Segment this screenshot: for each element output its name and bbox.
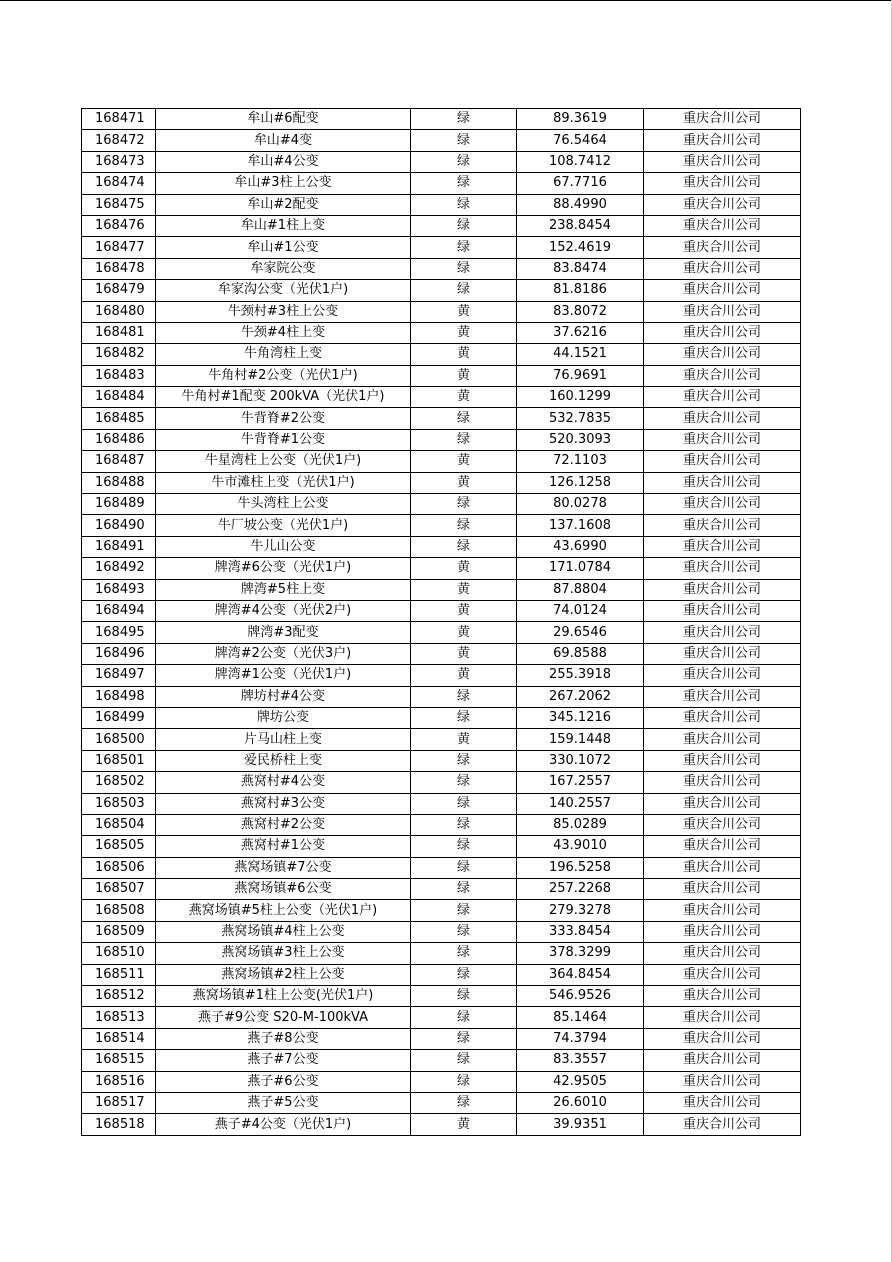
table-row <box>82 558 801 579</box>
row-id-cell: 168472 <box>82 130 156 151</box>
transformer-name-cell: 牛颈#4柱上变 <box>156 322 411 343</box>
row-id-cell: 168498 <box>82 686 156 707</box>
row-id-cell: 168490 <box>82 515 156 536</box>
company-cell: 重庆合川公司 <box>644 900 801 921</box>
row-id-cell: 168518 <box>82 1114 156 1135</box>
transformer-name-cell: 牛角村#2公变（光伏1户) <box>156 365 411 386</box>
row-id-cell: 168509 <box>82 921 156 942</box>
transformer-name-cell: 牛颈村#3柱上公变 <box>156 301 411 322</box>
table-row <box>82 451 801 472</box>
row-id-cell: 168475 <box>82 194 156 215</box>
transformer-name-cell: 爱民桥柱上变 <box>156 750 411 771</box>
status-color-cell: 绿 <box>411 258 517 279</box>
status-color-cell: 黄 <box>411 301 517 322</box>
transformer-name-cell: 牟山#1柱上变 <box>156 215 411 236</box>
table-row <box>82 387 801 408</box>
status-color-cell: 黄 <box>411 558 517 579</box>
row-id-cell: 168485 <box>82 408 156 429</box>
value-cell: 29.6546 <box>517 622 644 643</box>
row-id-cell: 168508 <box>82 900 156 921</box>
company-cell: 重庆合川公司 <box>644 429 801 450</box>
row-id-cell: 168488 <box>82 472 156 493</box>
status-color-cell: 黄 <box>411 665 517 686</box>
value-cell: 532.7835 <box>517 408 644 429</box>
company-cell: 重庆合川公司 <box>644 494 801 515</box>
status-color-cell: 绿 <box>411 109 517 130</box>
row-id-cell: 168504 <box>82 814 156 835</box>
company-cell: 重庆合川公司 <box>644 729 801 750</box>
company-cell: 重庆合川公司 <box>644 365 801 386</box>
value-cell: 126.1258 <box>517 472 644 493</box>
company-cell: 重庆合川公司 <box>644 857 801 878</box>
row-id-cell: 168511 <box>82 964 156 985</box>
value-cell: 88.4990 <box>517 194 644 215</box>
row-id-cell: 168515 <box>82 1050 156 1071</box>
table-row <box>82 194 801 215</box>
company-cell: 重庆合川公司 <box>644 665 801 686</box>
value-cell: 364.8454 <box>517 964 644 985</box>
transformer-name-cell: 燕窝场镇#5柱上公变（光伏1户) <box>156 900 411 921</box>
status-color-cell: 绿 <box>411 237 517 258</box>
value-cell: 26.6010 <box>517 1092 644 1113</box>
company-cell: 重庆合川公司 <box>644 921 801 942</box>
company-cell: 重庆合川公司 <box>644 109 801 130</box>
row-id-cell: 168479 <box>82 280 156 301</box>
table-row <box>82 1028 801 1049</box>
transformer-name-cell: 燕窝场镇#1柱上公变(光伏1户) <box>156 986 411 1007</box>
company-cell: 重庆合川公司 <box>644 194 801 215</box>
value-cell: 546.9526 <box>517 986 644 1007</box>
table-row <box>82 921 801 942</box>
value-cell: 108.7412 <box>517 151 644 172</box>
status-color-cell: 黄 <box>411 387 517 408</box>
transformer-name-cell: 牌坊公变 <box>156 707 411 728</box>
transformer-name-cell: 燕窝村#3公变 <box>156 793 411 814</box>
status-color-cell: 黄 <box>411 643 517 664</box>
transformer-name-cell: 燕窝村#1公变 <box>156 836 411 857</box>
company-cell: 重庆合川公司 <box>644 322 801 343</box>
page-top-border <box>0 0 892 1</box>
value-cell: 44.1521 <box>517 344 644 365</box>
company-cell: 重庆合川公司 <box>644 579 801 600</box>
row-id-cell: 168499 <box>82 707 156 728</box>
status-color-cell: 绿 <box>411 1071 517 1092</box>
row-id-cell: 168493 <box>82 579 156 600</box>
transformer-name-cell: 燕子#5公变 <box>156 1092 411 1113</box>
status-color-cell: 绿 <box>411 814 517 835</box>
value-cell: 76.9691 <box>517 365 644 386</box>
status-color-cell: 绿 <box>411 900 517 921</box>
table-row <box>82 900 801 921</box>
transformer-name-cell: 牛厂坡公变（光伏1户) <box>156 515 411 536</box>
transformer-name-cell: 牟山#4变 <box>156 130 411 151</box>
company-cell: 重庆合川公司 <box>644 943 801 964</box>
table-row <box>82 943 801 964</box>
transformer-name-cell: 燕窝场镇#3柱上公变 <box>156 943 411 964</box>
company-cell: 重庆合川公司 <box>644 344 801 365</box>
company-cell: 重庆合川公司 <box>644 237 801 258</box>
transformer-name-cell: 牟山#2配变 <box>156 194 411 215</box>
status-color-cell: 绿 <box>411 1028 517 1049</box>
status-color-cell: 黄 <box>411 1114 517 1135</box>
value-cell: 378.3299 <box>517 943 644 964</box>
transformer-name-cell: 牛角湾柱上变 <box>156 344 411 365</box>
status-color-cell: 绿 <box>411 793 517 814</box>
company-cell: 重庆合川公司 <box>644 836 801 857</box>
table-row <box>82 515 801 536</box>
table-row <box>82 173 801 194</box>
transformer-name-cell: 牌湾#4公变（光伏2户) <box>156 600 411 621</box>
company-cell: 重庆合川公司 <box>644 451 801 472</box>
status-color-cell: 绿 <box>411 130 517 151</box>
value-cell: 39.9351 <box>517 1114 644 1135</box>
row-id-cell: 168471 <box>82 109 156 130</box>
status-color-cell: 绿 <box>411 750 517 771</box>
status-color-cell: 绿 <box>411 151 517 172</box>
row-id-cell: 168487 <box>82 451 156 472</box>
status-color-cell: 黄 <box>411 344 517 365</box>
status-color-cell: 绿 <box>411 173 517 194</box>
row-id-cell: 168501 <box>82 750 156 771</box>
row-id-cell: 168477 <box>82 237 156 258</box>
table-row <box>82 344 801 365</box>
row-id-cell: 168512 <box>82 986 156 1007</box>
company-cell: 重庆合川公司 <box>644 986 801 1007</box>
table-row <box>82 215 801 236</box>
status-color-cell: 黄 <box>411 622 517 643</box>
row-id-cell: 168497 <box>82 665 156 686</box>
company-cell: 重庆合川公司 <box>644 173 801 194</box>
value-cell: 160.1299 <box>517 387 644 408</box>
transformer-name-cell: 燕子#9公变 S20-M-100kVA <box>156 1007 411 1028</box>
transformer-name-cell: 牌坊村#4公变 <box>156 686 411 707</box>
value-cell: 196.5258 <box>517 857 644 878</box>
row-id-cell: 168513 <box>82 1007 156 1028</box>
table-row <box>82 964 801 985</box>
value-cell: 345.1216 <box>517 707 644 728</box>
row-id-cell: 168495 <box>82 622 156 643</box>
value-cell: 37.6216 <box>517 322 644 343</box>
company-cell: 重庆合川公司 <box>644 772 801 793</box>
company-cell: 重庆合川公司 <box>644 1114 801 1135</box>
value-cell: 83.8072 <box>517 301 644 322</box>
value-cell: 69.8588 <box>517 643 644 664</box>
company-cell: 重庆合川公司 <box>644 301 801 322</box>
table-body <box>82 109 801 1136</box>
status-color-cell: 黄 <box>411 451 517 472</box>
status-color-cell: 黄 <box>411 579 517 600</box>
table-row <box>82 429 801 450</box>
value-cell: 171.0784 <box>517 558 644 579</box>
table-row <box>82 536 801 557</box>
status-color-cell: 绿 <box>411 857 517 878</box>
company-cell: 重庆合川公司 <box>644 1028 801 1049</box>
company-cell: 重庆合川公司 <box>644 686 801 707</box>
status-color-cell: 绿 <box>411 879 517 900</box>
transformer-name-cell: 牛儿山公变 <box>156 536 411 557</box>
company-cell: 重庆合川公司 <box>644 814 801 835</box>
company-cell: 重庆合川公司 <box>644 515 801 536</box>
table-row <box>82 793 801 814</box>
value-cell: 330.1072 <box>517 750 644 771</box>
status-color-cell: 绿 <box>411 429 517 450</box>
table-row <box>82 707 801 728</box>
value-cell: 140.2557 <box>517 793 644 814</box>
value-cell: 43.9010 <box>517 836 644 857</box>
row-id-cell: 168489 <box>82 494 156 515</box>
value-cell: 74.0124 <box>517 600 644 621</box>
status-color-cell: 绿 <box>411 921 517 942</box>
status-color-cell: 绿 <box>411 494 517 515</box>
status-color-cell: 绿 <box>411 280 517 301</box>
transformer-name-cell: 燕子#6公变 <box>156 1071 411 1092</box>
row-id-cell: 168478 <box>82 258 156 279</box>
value-cell: 83.8474 <box>517 258 644 279</box>
transformer-name-cell: 牟山#1公变 <box>156 237 411 258</box>
table-row <box>82 408 801 429</box>
value-cell: 80.0278 <box>517 494 644 515</box>
row-id-cell: 168474 <box>82 173 156 194</box>
value-cell: 67.7716 <box>517 173 644 194</box>
company-cell: 重庆合川公司 <box>644 1007 801 1028</box>
status-color-cell: 黄 <box>411 322 517 343</box>
table-row <box>82 622 801 643</box>
status-color-cell: 黄 <box>411 600 517 621</box>
company-cell: 重庆合川公司 <box>644 536 801 557</box>
transformer-name-cell: 燕窝村#2公变 <box>156 814 411 835</box>
value-cell: 76.5464 <box>517 130 644 151</box>
transformer-name-cell: 牌湾#6公变（光伏1户) <box>156 558 411 579</box>
transformer-name-cell: 牟山#6配变 <box>156 109 411 130</box>
row-id-cell: 168480 <box>82 301 156 322</box>
company-cell: 重庆合川公司 <box>644 1050 801 1071</box>
table-row <box>82 472 801 493</box>
transformer-name-cell: 牟家院公变 <box>156 258 411 279</box>
value-cell: 43.6990 <box>517 536 644 557</box>
table-row <box>82 301 801 322</box>
status-color-cell: 绿 <box>411 943 517 964</box>
transformer-name-cell: 燕窝场镇#7公变 <box>156 857 411 878</box>
table-row <box>82 600 801 621</box>
transformer-name-cell: 牌湾#2公变（光伏3户) <box>156 643 411 664</box>
table-row <box>82 643 801 664</box>
status-color-cell: 绿 <box>411 194 517 215</box>
status-color-cell: 绿 <box>411 536 517 557</box>
table-row <box>82 729 801 750</box>
table-row <box>82 280 801 301</box>
status-color-cell: 绿 <box>411 707 517 728</box>
transformer-name-cell: 燕子#8公变 <box>156 1028 411 1049</box>
transformer-name-cell: 牛背脊#2公变 <box>156 408 411 429</box>
transformer-name-cell: 燕子#7公变 <box>156 1050 411 1071</box>
status-color-cell: 绿 <box>411 515 517 536</box>
status-color-cell: 绿 <box>411 686 517 707</box>
table-row <box>82 258 801 279</box>
row-id-cell: 168491 <box>82 536 156 557</box>
table-row <box>82 836 801 857</box>
table-row <box>82 365 801 386</box>
table-row <box>82 1007 801 1028</box>
status-color-cell: 黄 <box>411 729 517 750</box>
transformer-name-cell: 片马山柱上变 <box>156 729 411 750</box>
status-color-cell: 绿 <box>411 772 517 793</box>
table-row <box>82 750 801 771</box>
status-color-cell: 黄 <box>411 365 517 386</box>
transformer-name-cell: 牌湾#3配变 <box>156 622 411 643</box>
transformer-table <box>81 108 801 1136</box>
row-id-cell: 168482 <box>82 344 156 365</box>
value-cell: 87.8804 <box>517 579 644 600</box>
transformer-name-cell: 牛星湾柱上公变（光伏1户) <box>156 451 411 472</box>
value-cell: 255.3918 <box>517 665 644 686</box>
company-cell: 重庆合川公司 <box>644 258 801 279</box>
transformer-name-cell: 燕子#4公变（光伏1户) <box>156 1114 411 1135</box>
company-cell: 重庆合川公司 <box>644 387 801 408</box>
company-cell: 重庆合川公司 <box>644 964 801 985</box>
value-cell: 85.0289 <box>517 814 644 835</box>
company-cell: 重庆合川公司 <box>644 472 801 493</box>
table-row <box>82 151 801 172</box>
status-color-cell: 绿 <box>411 215 517 236</box>
transformer-name-cell: 牛市滩柱上变（光伏1户) <box>156 472 411 493</box>
row-id-cell: 168514 <box>82 1028 156 1049</box>
table-row <box>82 879 801 900</box>
value-cell: 520.3093 <box>517 429 644 450</box>
row-id-cell: 168502 <box>82 772 156 793</box>
company-cell: 重庆合川公司 <box>644 793 801 814</box>
row-id-cell: 168516 <box>82 1071 156 1092</box>
company-cell: 重庆合川公司 <box>644 280 801 301</box>
value-cell: 42.9505 <box>517 1071 644 1092</box>
company-cell: 重庆合川公司 <box>644 643 801 664</box>
company-cell: 重庆合川公司 <box>644 750 801 771</box>
row-id-cell: 168481 <box>82 322 156 343</box>
company-cell: 重庆合川公司 <box>644 600 801 621</box>
row-id-cell: 168484 <box>82 387 156 408</box>
table-row <box>82 814 801 835</box>
transformer-name-cell: 燕窝村#4公变 <box>156 772 411 793</box>
table-row <box>82 130 801 151</box>
company-cell: 重庆合川公司 <box>644 707 801 728</box>
value-cell: 85.1464 <box>517 1007 644 1028</box>
value-cell: 74.3794 <box>517 1028 644 1049</box>
transformer-name-cell: 牟山#3柱上公变 <box>156 173 411 194</box>
transformer-name-cell: 燕窝场镇#6公变 <box>156 879 411 900</box>
transformer-name-cell: 燕窝场镇#4柱上公变 <box>156 921 411 942</box>
table-row <box>82 1114 801 1135</box>
value-cell: 81.8186 <box>517 280 644 301</box>
company-cell: 重庆合川公司 <box>644 130 801 151</box>
row-id-cell: 168494 <box>82 600 156 621</box>
table-row <box>82 579 801 600</box>
status-color-cell: 绿 <box>411 964 517 985</box>
value-cell: 257.2268 <box>517 879 644 900</box>
status-color-cell: 绿 <box>411 1007 517 1028</box>
value-cell: 72.1103 <box>517 451 644 472</box>
company-cell: 重庆合川公司 <box>644 215 801 236</box>
transformer-name-cell: 牟山#4公变 <box>156 151 411 172</box>
status-color-cell: 绿 <box>411 836 517 857</box>
transformer-name-cell: 牌湾#1公变（光伏1户) <box>156 665 411 686</box>
company-cell: 重庆合川公司 <box>644 1071 801 1092</box>
row-id-cell: 168492 <box>82 558 156 579</box>
value-cell: 333.8454 <box>517 921 644 942</box>
value-cell: 159.1448 <box>517 729 644 750</box>
transformer-name-cell: 牛角村#1配变 200kVA（光伏1户) <box>156 387 411 408</box>
value-cell: 83.3557 <box>517 1050 644 1071</box>
company-cell: 重庆合川公司 <box>644 622 801 643</box>
transformer-name-cell: 牌湾#5柱上变 <box>156 579 411 600</box>
transformer-name-cell: 牛头湾柱上公变 <box>156 494 411 515</box>
transformer-name-cell: 牟家沟公变（光伏1户) <box>156 280 411 301</box>
value-cell: 279.3278 <box>517 900 644 921</box>
value-cell: 152.4619 <box>517 237 644 258</box>
value-cell: 137.1608 <box>517 515 644 536</box>
value-cell: 167.2557 <box>517 772 644 793</box>
table-row <box>82 1050 801 1071</box>
table-row <box>82 109 801 130</box>
row-id-cell: 168506 <box>82 857 156 878</box>
value-cell: 89.3619 <box>517 109 644 130</box>
table-row <box>82 1092 801 1113</box>
row-id-cell: 168500 <box>82 729 156 750</box>
company-cell: 重庆合川公司 <box>644 1092 801 1113</box>
table-row <box>82 665 801 686</box>
row-id-cell: 168473 <box>82 151 156 172</box>
status-color-cell: 绿 <box>411 1050 517 1071</box>
table-row <box>82 494 801 515</box>
table-row <box>82 686 801 707</box>
row-id-cell: 168510 <box>82 943 156 964</box>
status-color-cell: 黄 <box>411 472 517 493</box>
table-row <box>82 772 801 793</box>
status-color-cell: 绿 <box>411 408 517 429</box>
status-color-cell: 绿 <box>411 1092 517 1113</box>
row-id-cell: 168505 <box>82 836 156 857</box>
company-cell: 重庆合川公司 <box>644 408 801 429</box>
value-cell: 238.8454 <box>517 215 644 236</box>
row-id-cell: 168476 <box>82 215 156 236</box>
row-id-cell: 168486 <box>82 429 156 450</box>
status-color-cell: 绿 <box>411 986 517 1007</box>
value-cell: 267.2062 <box>517 686 644 707</box>
row-id-cell: 168496 <box>82 643 156 664</box>
row-id-cell: 168517 <box>82 1092 156 1113</box>
transformer-name-cell: 牛背脊#1公变 <box>156 429 411 450</box>
company-cell: 重庆合川公司 <box>644 558 801 579</box>
table-row <box>82 1071 801 1092</box>
row-id-cell: 168503 <box>82 793 156 814</box>
row-id-cell: 168483 <box>82 365 156 386</box>
row-id-cell: 168507 <box>82 879 156 900</box>
transformer-name-cell: 燕窝场镇#2柱上公变 <box>156 964 411 985</box>
table-row <box>82 857 801 878</box>
table-row <box>82 237 801 258</box>
table-row <box>82 986 801 1007</box>
table-row <box>82 322 801 343</box>
company-cell: 重庆合川公司 <box>644 151 801 172</box>
company-cell: 重庆合川公司 <box>644 879 801 900</box>
